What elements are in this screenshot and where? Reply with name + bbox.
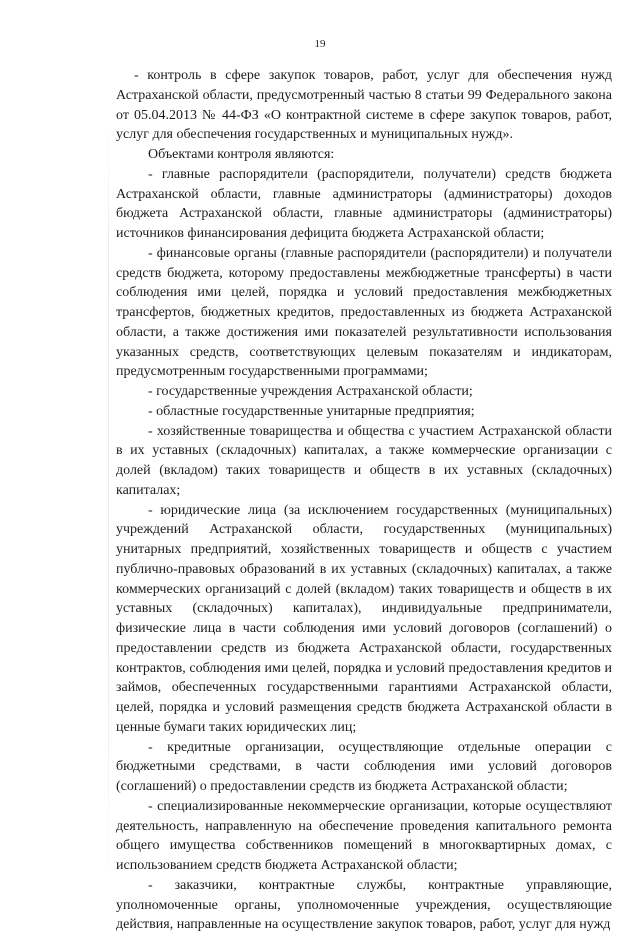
paragraph-legal-entities: - юридические лица (за исключением государственных (муниципальных) учреждений Астраханской области, государственных (муниципальных) унитарных предприятий, хозяйственных товариществ и обществ с участием публично-правовых образований в их уставных (складочных) капиталах, а также коммерческих организаций с долей (вкладом) таких товариществ и обществ в их уставных (складочных) капиталах), индивидуальные предприниматели, физические лица в части соблюдения ими условий договоров (соглашений) о предоставлении средств из бюджета Астраханской области, государственных контрактов, соблюдения ими целей, порядка и условий предоставления кредитов и займов, обеспеченных государственными гарантиями Астраханской области, целей, порядка и условий размещения средств бюджета Астраханской области в ценные бумаги таких юридических лиц; (116, 502, 612, 735)
paragraph-state-institutions: - государственные учреждения Астраханской области; (148, 384, 473, 399)
paragraph-control-objects-heading: Объектами контроля являются: (148, 147, 335, 162)
paragraph-nonprofit-organizations: - специализированные некоммерческие организации, которые осуществляют деятельность, направленную на обеспечение проведения капитального ремонта общего имущества собственников помещений в многоквартирных домах, с использованием средств бюджета Астраханской области; (116, 798, 612, 873)
paragraph-financial-bodies: - финансовые органы (главные распорядители (распорядители) и получатели средств бюджета, которому предоставлены межбюджетные трансферты) в части соблюдения ими целей, порядка и условий предоставления межбюджетных трансфертов, бюджетных кредитов, предоставленных из бюджета Астраханской области, а также достижения ими показателей результативности использования указанных средств, соответствующих целевым показателям и индикаторам, предусмотренным государственными программами; (116, 245, 612, 380)
paragraph-procurement-control: - контроль в сфере закупок товаров, работ, услуг для обеспечения нужд Астраханской области, предусмотренный частью 8 статьи 99 Федерального закона от 05.04.2013 № 44-ФЗ «О контрактной системе в сфере закупок товаров, работ, услуг для обеспечения государственных и муниципальных нужд». (116, 68, 612, 143)
page-number: 19 (314, 38, 326, 50)
scan-shadow-line (108, 120, 109, 890)
paragraph-business-partnerships: - хозяйственные товарищества и общества с участием Астраханской области в их уставных (складочных) капиталах, а также коммерческие организации с долей (вкладом) таких товариществ и обществ в их уставных (складочных) капиталах; (116, 423, 612, 498)
paragraph-credit-organizations: - кредитные организации, осуществляющие отдельные операции с бюджетными средствами, в части соблюдения ими условий договоров (соглашений) о предоставлении средств из бюджета Астраханской области; (116, 739, 612, 794)
body-text (116, 66, 612, 935)
paragraph-budget-administrators: - главные распорядители (распорядители, получатели) средств бюджета Астраханской области, главные администраторы (администраторы) доходов бюджета Астраханской области, главные администраторы (администраторы) источников финансирования дефицита бюджета Астраханской области; (116, 166, 612, 241)
paragraph-customers: - заказчики, контрактные службы, контрактные управляющие, уполномоченные органы, уполномоченные учреждения, осуществляющие действия, направленные на осуществление закупок товаров, работ, услуг для нужд (116, 877, 612, 933)
paragraph-unitary-enterprises: - областные государственные унитарные предприятия; (148, 403, 475, 419)
